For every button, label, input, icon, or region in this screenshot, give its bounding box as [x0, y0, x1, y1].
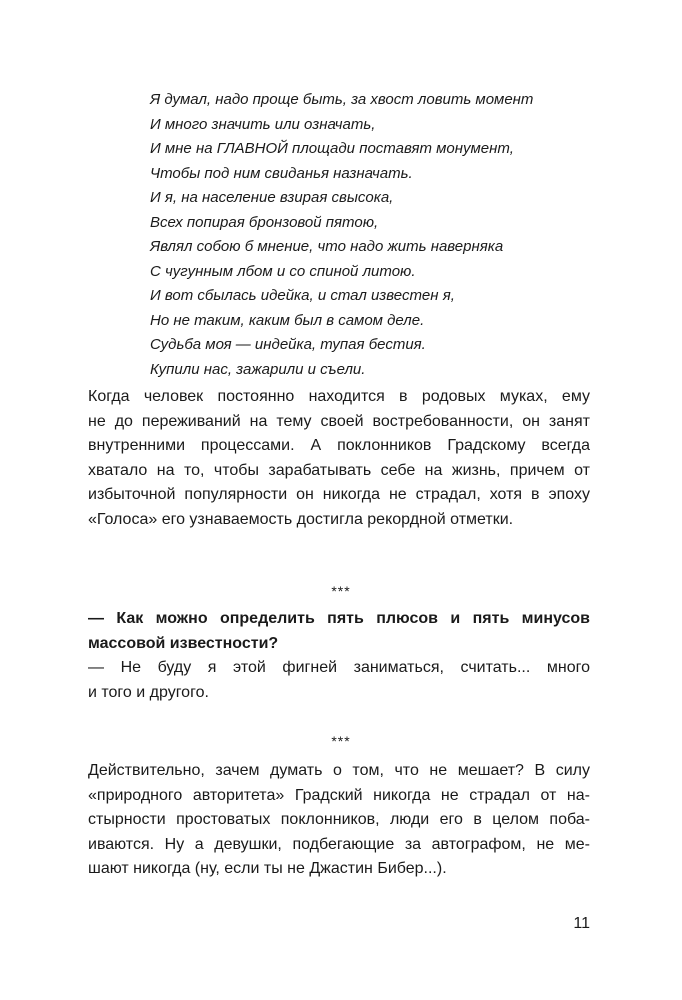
text-line: «природного авторитета» Градский никогда не страдал от на- [88, 786, 590, 804]
text-line: не до переживаний на тему своей востребованности, он занят [88, 412, 590, 430]
text-line: — Как можно определить пять плюсов и пять минусов [88, 610, 590, 627]
text-line: стырности простоватых поклонников, люди его в целом поба- [88, 811, 590, 828]
poem-line: И много значить или означать, [150, 115, 376, 133]
poem-line: И я, на население взирая свысока, [150, 189, 394, 206]
poem-line: Но не таким, каким был в самом деле. [150, 311, 425, 329]
text-line: и того и другого. [88, 683, 209, 701]
paragraph-2 [88, 759, 590, 882]
interview-question [88, 607, 590, 656]
section-separator: *** [331, 583, 351, 599]
poem-line: Являл собою б мнение, что надо жить наверняка [150, 238, 504, 255]
text-line: избыточной популярности он никогда не страдал, хотя в эпоху [88, 486, 590, 503]
text-line: массовой известности? [88, 634, 279, 652]
text-line: Когда человек постоянно находится в родовых муках, ему [88, 388, 590, 405]
text-line: хватало на то, чтобы зарабатывать себе на жизнь, причем от [88, 461, 590, 479]
section-separator: *** [331, 733, 351, 749]
page-number: 11 [573, 915, 590, 932]
poem-line: Всех попирая бронзовой пятою, [150, 213, 379, 231]
interview-answer [88, 656, 590, 705]
text-line: Действительно, зачем думать о том, что не мешает? В силу [88, 762, 590, 779]
text-line: «Голоса» его узнаваемость достигла рекордной отметки. [88, 510, 514, 528]
text-line: иваются. Ну а девушки, подбегающие за автографом, не ме- [88, 835, 590, 853]
poem-line: И вот сбылась идейка, и стал известен я, [150, 287, 455, 304]
poem-line: И мне на ГЛАВНОЙ площади поставят монумент, [150, 140, 514, 157]
poem-line: Судьба моя — индейка, тупая бестия. [150, 336, 426, 353]
poem-line: С чугунным лбом и со спиной литою. [150, 262, 416, 280]
text-line: шают никогда (ну, если ты не Джастин Бибер...). [88, 860, 447, 877]
text-line: — Не буду я этой фигней заниматься, считать... много [88, 659, 590, 676]
poem-line: Купили нас, зажарили и съели. [150, 360, 366, 378]
poem-line: Я думал, надо проще быть, за хвост ловить момент [150, 91, 534, 108]
poem-block [150, 88, 533, 382]
poem-line: Чтобы под ним свиданья назначать. [150, 164, 413, 182]
text-line: внутренними процессами. А поклонников Градскому всегда [88, 437, 590, 454]
paragraph-1 [88, 385, 590, 532]
